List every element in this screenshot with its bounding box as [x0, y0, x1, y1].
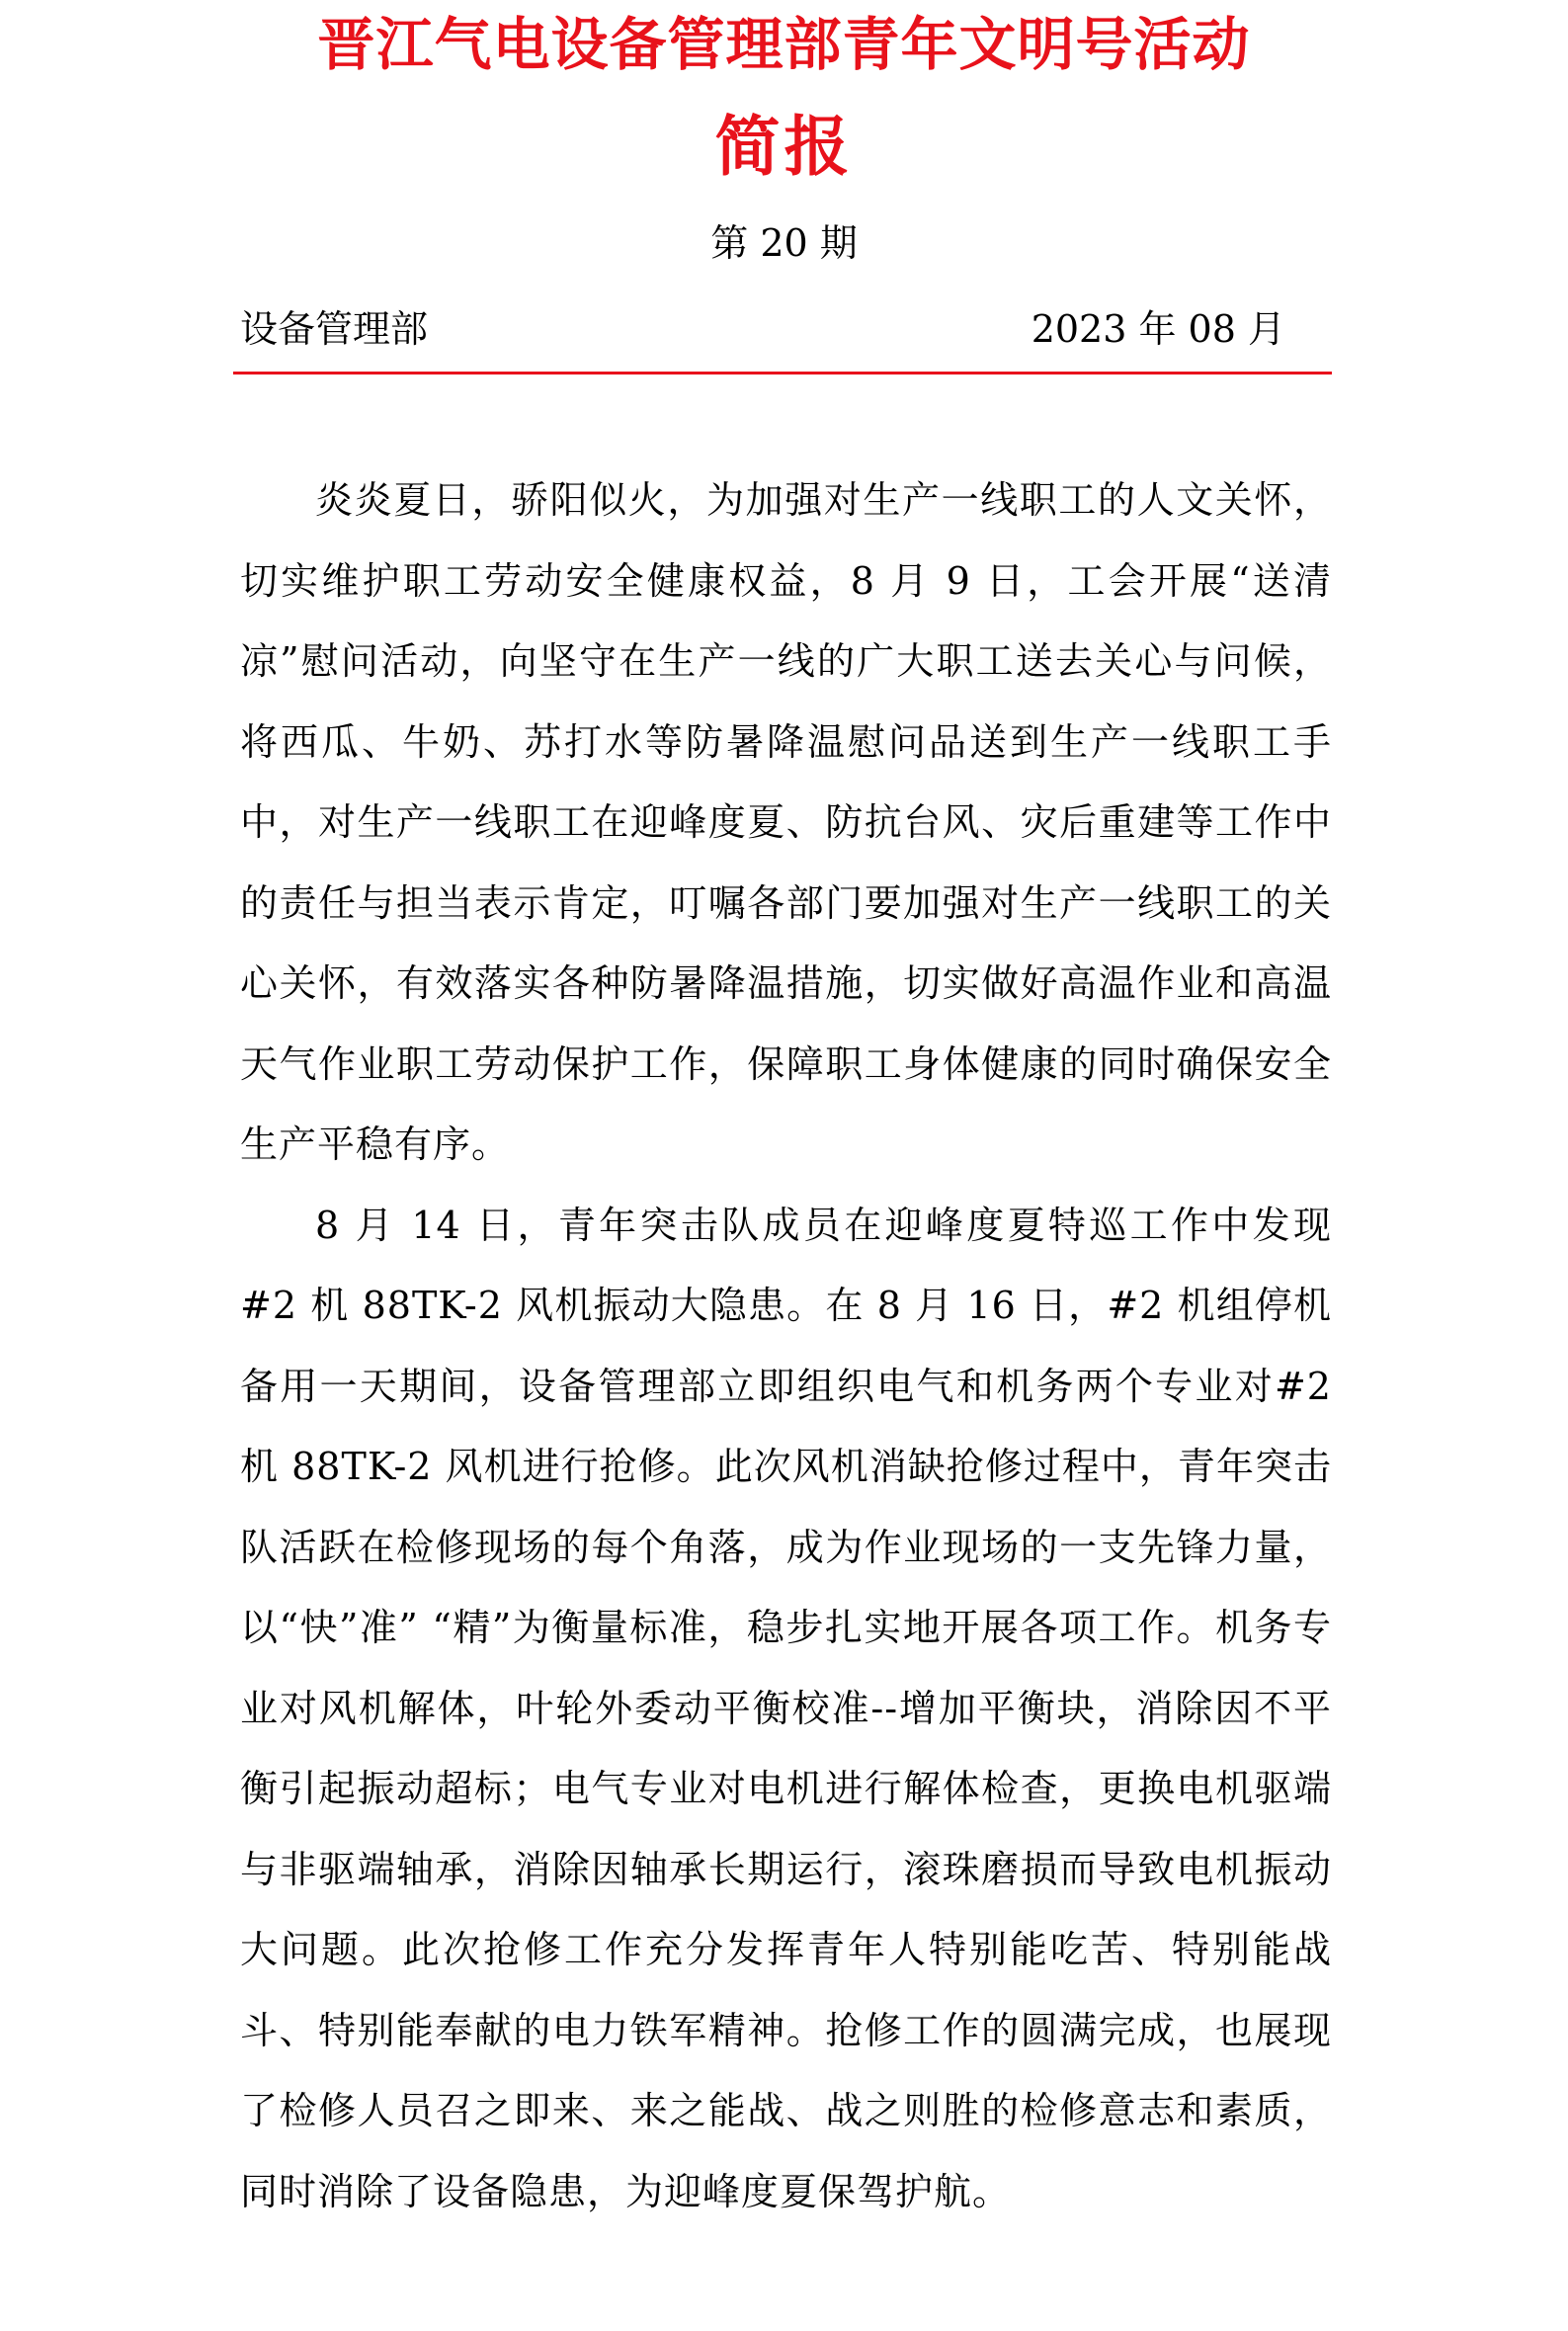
issue-number: 第 20 期 — [710, 221, 858, 265]
paragraph: 8 月 14 日，青年突击队成员在迎峰度夏特巡工作中发现#2 机 88TK-2 风机振动大隐患。在 8 月 16 日，#2 机组停机备用一天期间，设备管理部立即组织电气和机务两个专业对#2 机 88TK-2 风机进行抢修。此次风机消缺抢修过程中，青年突击队活跃在检修现场的每个角落，成为作业现场的一支先锋力量，以“快”准” “精”为衡量标准，稳步扎实地开展各项工作。机务专业对风机解体，叶轮外委动平衡校准--增加平衡块，消除因不平衡引起振动超标；电气专业对电机进行解体检查，更换电机驱端与非驱端轴承，消除因轴承长期运行，滚珠磨损而导致电机振动大问题。此次抢修工作充分发挥青年人特别能吃苦、特别能战斗、特别能奉献的电力铁军精神。抢修工作的圆满完成，也展现了检修人员召之即来、来之能战、战之则胜的检修意志和素质，同时消除了设备隐患，为迎峰度夏保驾护航。 — [240, 1203, 1332, 2213]
paragraph: 炎炎夏日，骄阳似火，为加强对生产一线职工的人文关怀，切实维护职工劳动安全健康权益，8 月 9 日，工会开展“送清凉”慰问活动，向坚守在生产一线的广大职工送去关心与问候，将西瓜、牛奶、苏打水等防暑降温慰问品送到生产一线职工手中，对生产一线职工在迎峰度夏、防抗台风、灾后重建等工作中的责任与担当表示肯定，叮嘱各部门要加强对生产一线职工的关心关怀，有效落实各种防暑降温措施，切实做好高温作业和高温天气作业职工劳动保护工作，保障职工身体健康的同时确保安全生产平稳有序。 — [240, 478, 1332, 1166]
document-subtitle: 简报 — [714, 108, 854, 185]
header-divider — [233, 372, 1332, 375]
department-name: 设备管理部 — [240, 307, 429, 351]
meta-row — [240, 304, 1285, 354]
issue-date: 2023 年 08 月 — [1031, 307, 1285, 351]
article-body — [240, 460, 1332, 2232]
document-title: 晋江气电设备管理部青年文明号活动 — [317, 11, 1251, 78]
